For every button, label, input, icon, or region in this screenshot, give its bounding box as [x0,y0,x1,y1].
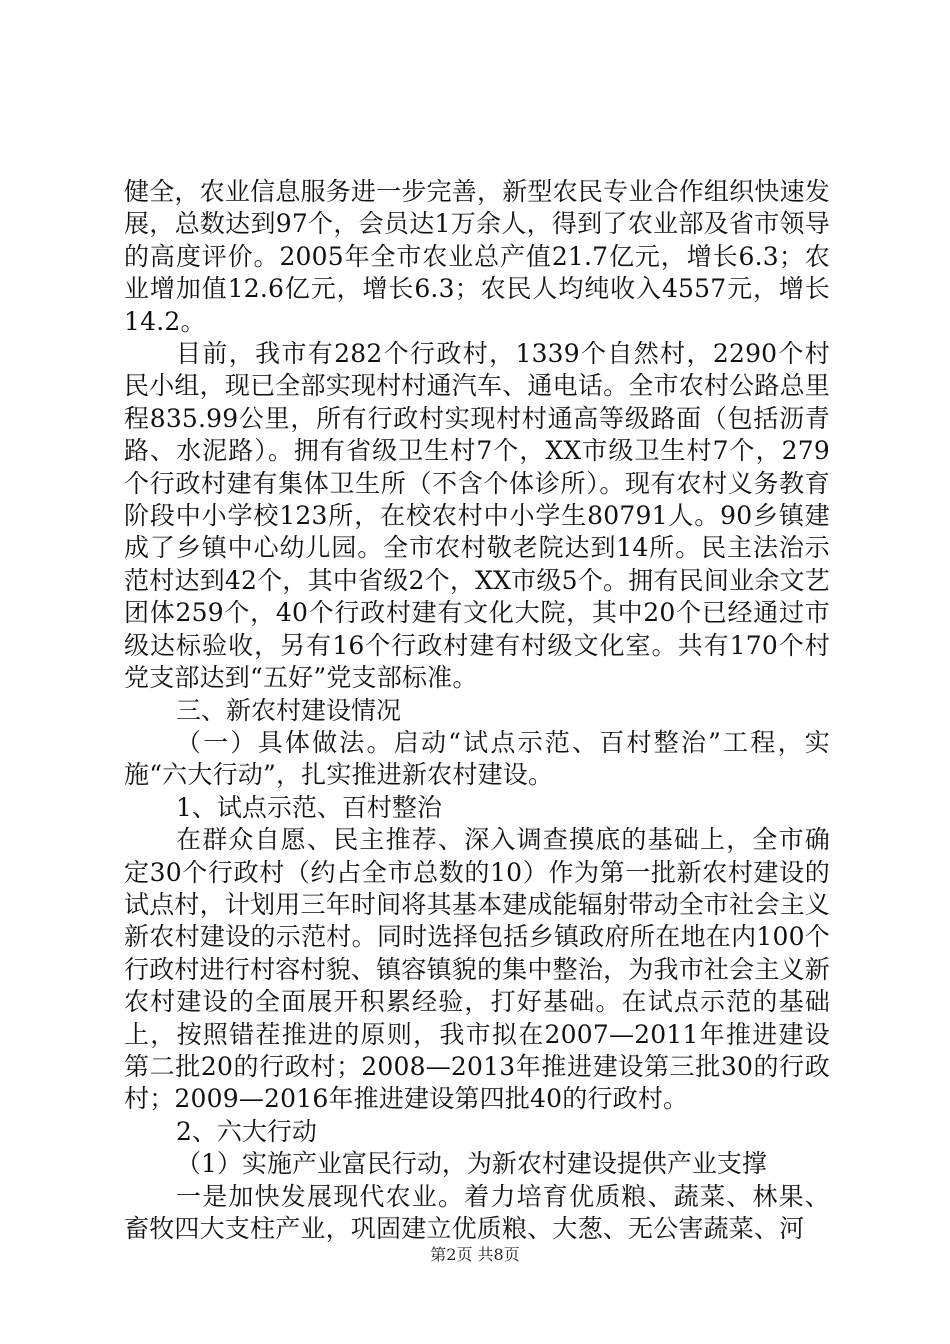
paragraph-village-statistics: 目前，我市有282个行政村，1339个自然村，2290个村民小组，现已全部实现村村通汽车、通电话。全市农村公路总里程835.99公里，所有行政村实现村村通高等级路面（包括沥青路、水泥路）。拥有省级卫生村7个，XX市级卫生村7个，279个行政村建有集体卫生所（不含个体诊所）。现有农村义务教育阶段中小学校123所，在校农村中小学生80791人。90乡镇建成了乡镇中心幼儿园。全市农村敬老院达到14所。民主法治示范村达到42个，其中省级2个，XX市级5个。拥有民间业余文艺团体259个，40个行政村建有文化大院，其中20个已经通过市级达标验收，另有16个行政村建有村级文化室。共有170个村党支部达到“五好”党支部标准。 [124,339,830,693]
paragraph-agriculture-summary: 健全，农业信息服务进一步完善，新型农民专业合作组织快速发展，总数达到97个，会员达1万余人，得到了农业部及省市领导的高度评价。2005年全市农业总产值21.7亿元，增长6.3；农业增加值12.6亿元，增长6.3；农民人均纯收入4557元，增长14.2。 [124,177,830,336]
document-body [124,176,830,1245]
subsection-heading-specific-practices: （一）具体做法。启动“试点示范、百村整治”工程，实施“六大行动”，扎实推进新农村建设。 [124,727,830,790]
paragraph-modern-agriculture: 一是加快发展现代农业。着力培育优质粮、蔬菜、林果、畜牧四大支柱产业，巩固建立优质粮、大葱、无公害蔬菜、河 [124,1181,830,1243]
section-heading-new-countryside: 三、新农村建设情况 [176,695,402,725]
subitem-heading-industry-action: （1）实施产业富民行动，为新农村建设提供产业支撑 [176,1149,767,1179]
page-number-footer: 第2页 共8页 [430,1245,520,1264]
paragraph-pilot-villages: 在群众自愿、民主推荐、深入调查摸底的基础上，全市确定30个行政村（约占全市总数的10）作为第一批新农村建设的试点村，计划用三年时间将其基本建成能辐射带动全市社会主义新农村建设的示范村。同时选择包括乡镇政府所在地在内100个行政村进行村容村貌、镇容镇貌的集中整治，为我市社会主义新农村建设的全面展开积累经验，打好基础。在试点示范的基础上，按照错茬推进的原则，我市拟在2007—2011年推进建设第二批20的行政村；2008—2013年推进建设第三批30的行政村；2009—2016年推进建设第四批40的行政村。 [124,825,830,1114]
item-heading-six-actions: 2、六大行动 [176,1116,317,1146]
item-heading-pilot-demonstration: 1、试点示范、百村整治 [176,792,442,822]
